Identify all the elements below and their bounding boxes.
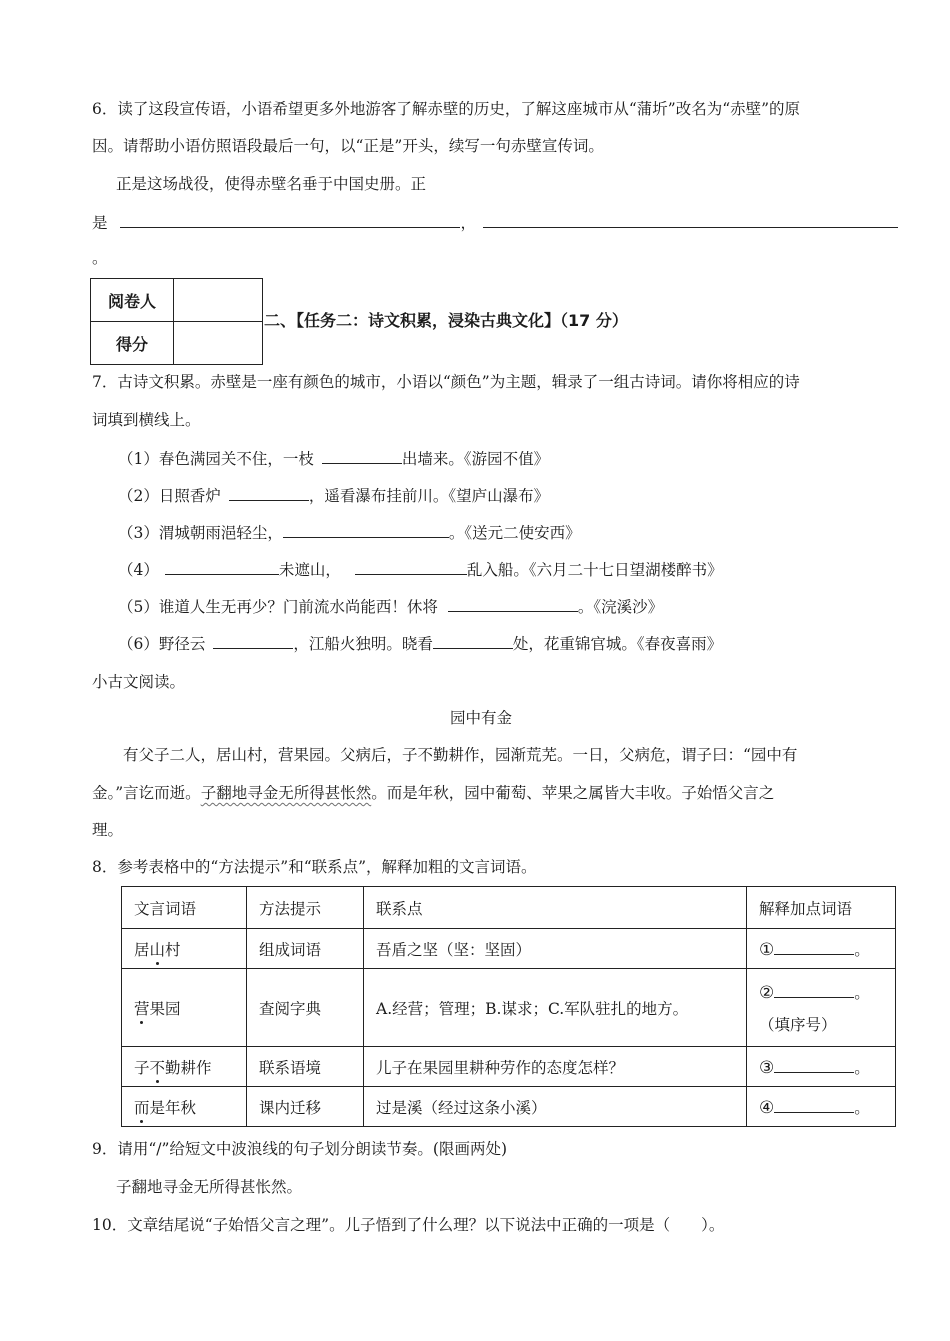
- q8-answer-end: 。: [854, 983, 870, 1002]
- q8-word-post: 村: [165, 940, 181, 959]
- q8-answer-end: 。: [854, 1058, 870, 1077]
- q8-dotted-char: 山: [149, 940, 166, 959]
- reviewer-field[interactable]: [174, 279, 263, 322]
- q9-stem: 9．请用“/”给短文中波浪线的句子划分朗读节奏。(限画两处): [92, 1140, 508, 1158]
- q7-item-3-text-b: 。《送元二使安西》: [448, 524, 581, 542]
- q7-item-6-text-c: 处，花重锦官城。《春夜喜雨》: [512, 635, 723, 653]
- q6-blank-1[interactable]: [120, 211, 460, 228]
- q7-blank-4a[interactable]: [165, 558, 279, 575]
- q8-word-post: 勤耕作: [165, 1058, 212, 1077]
- q7-blank-1[interactable]: [322, 447, 402, 464]
- q9-sentence: 子翻地寻金无所得甚怅然。: [116, 1178, 303, 1196]
- q8-header-method: 方法提示: [247, 887, 364, 929]
- q6-period: 。: [92, 249, 108, 267]
- score-label: 得分: [91, 322, 174, 365]
- q7-item-5-text-b: 。《浣溪沙》: [577, 598, 664, 616]
- passage-p1: 有父子二人，居山村，营果园。父病后，子不勤耕作，园渐荒芜。一日，父病危，谓子曰：“园中有: [123, 746, 798, 764]
- q8-word-pre: 子: [134, 1058, 150, 1077]
- q7-line2: 词填到横线上。: [92, 411, 201, 429]
- q8-link: 吾盾之坚（坚：坚固）: [364, 929, 747, 969]
- q8-answer-cell: [747, 1047, 896, 1087]
- q8-link: 过是溪（经过这条小溪）: [364, 1087, 747, 1127]
- passage-p2-a: 金。”言讫而逝。: [92, 784, 201, 802]
- wavy-sentence: 子翻地寻金无所得甚怅然: [200, 784, 372, 802]
- q8-header-link: 联系点: [364, 887, 747, 929]
- q8-word-pre: 居: [134, 940, 150, 959]
- q7-item-3-text-a: （3）渭城朝雨浥轻尘，: [118, 524, 283, 542]
- q8-dotted-char: 而: [134, 1098, 150, 1117]
- passage-p2-b: 。而是年秋，园中葡萄、苹果之属皆大丰收。子始悟父言之: [371, 784, 775, 802]
- q8-row-1: [122, 929, 896, 969]
- q7-item-2-text-b: ，遥看瀑布挂前川。《望庐山瀑布》: [308, 487, 550, 505]
- q6-answer-start: 是: [92, 214, 108, 232]
- q8-answer-num: ④: [759, 1097, 775, 1118]
- q7-item-1: [118, 447, 549, 469]
- q8-answer-num: ①: [759, 939, 775, 960]
- q6-blank-2[interactable]: [483, 211, 898, 228]
- q7-item-1-text-a: （1）春色满园关不住，一枝: [118, 450, 314, 468]
- q6-comma: ，: [460, 214, 476, 232]
- q8-word-cell: [122, 1047, 247, 1087]
- q6-answer-line: [92, 211, 898, 233]
- q8-method: 课内迁移: [247, 1087, 364, 1127]
- q6-line2: 因。请帮助小语仿照语段最后一句，以“正是”开头，续写一句赤壁宣传词。: [92, 137, 604, 155]
- q8-row-3: [122, 1047, 896, 1087]
- q8-answer-end: 。: [854, 940, 870, 959]
- q8-word-post: 果园: [149, 999, 181, 1018]
- q7-blank-4b[interactable]: [355, 558, 467, 575]
- q8-answer-cell: [747, 929, 896, 969]
- q7-item-4: [118, 558, 723, 580]
- q7-line1: 7．古诗文积累。赤壁是一座有颜色的城市，小语以“颜色”为主题，辑录了一组古诗词。请你将相应的诗: [92, 373, 800, 391]
- grader-box: [90, 278, 263, 365]
- q8-word-cell: [122, 969, 247, 1047]
- q8-stem: 8．参考表格中的“方法提示”和“联系点”，解释加粗的文言词语。: [92, 858, 537, 876]
- passage-p2: [92, 783, 774, 803]
- q10-stem: 10．文章结尾说“子始悟父言之理”。儿子悟到了什么理？以下说法中正确的一项是（ ）。: [92, 1216, 725, 1234]
- q7-blank-6b[interactable]: [433, 632, 513, 649]
- q8-word-cell: [122, 1087, 247, 1127]
- q7-item-6-text-a: （6）野径云: [118, 635, 206, 653]
- q8-answer-cell: [747, 969, 896, 1047]
- q7-blank-6a[interactable]: [213, 632, 293, 649]
- q8-header-row: [122, 887, 896, 929]
- q8-answer-blank-2[interactable]: [774, 981, 854, 998]
- q8-row-2: [122, 969, 896, 1047]
- q7-item-1-text-b: 出墙来。《游园不值》: [401, 450, 550, 468]
- reviewer-label: 阅卷人: [91, 279, 174, 322]
- q6-line1: 6．读了这段宣传语，小语希望更多外地游客了解赤壁的历史，了解这座城市从“蒲圻”改名为“赤壁”的原: [92, 100, 801, 118]
- passage-title: 园中有金: [450, 709, 513, 727]
- q7-item-2-text-a: （2）日照香炉: [118, 487, 221, 505]
- q8-method: 组成词语: [247, 929, 364, 969]
- reading-intro: 小古文阅读。: [92, 673, 186, 691]
- q8-answer-blank-1[interactable]: [774, 938, 854, 955]
- q8-table: [121, 886, 896, 1127]
- q7-item-4-text-c: 乱入船。《六月二十七日望湖楼醉书》: [466, 561, 723, 579]
- q8-answer-num: ③: [759, 1057, 775, 1078]
- q7-blank-5[interactable]: [448, 595, 578, 612]
- section2-title: 二、【任务二：诗文积累，浸染古典文化】（17 分）: [264, 311, 628, 330]
- q7-item-2: [118, 484, 549, 506]
- passage-p3: 理。: [92, 821, 124, 839]
- q7-item-3: [118, 521, 581, 543]
- q8-method: 联系语境: [247, 1047, 364, 1087]
- q8-word-cell: [122, 929, 247, 969]
- q8-dotted-char: 营: [134, 999, 150, 1018]
- q7-item-6-text-b: ，江船火独明。晓看: [293, 635, 433, 653]
- q7-item-5: [118, 595, 663, 617]
- score-field[interactable]: [174, 322, 263, 365]
- q7-item-5-text-a: （5）谁道人生无再少？门前流水尚能西！休将: [118, 598, 438, 616]
- q8-answer-num: ②: [759, 982, 775, 1003]
- q8-answer-note: （填序号）: [759, 1015, 837, 1034]
- q8-link: A.经营；管理；B.谋求；C.军队驻扎的地方。: [364, 969, 747, 1047]
- q8-method: 查阅字典: [247, 969, 364, 1047]
- q6-example: 正是这场战役，使得赤壁名垂于中国史册。正: [116, 175, 427, 193]
- q7-blank-3[interactable]: [283, 521, 449, 538]
- q8-row-4: [122, 1087, 896, 1127]
- q7-item-6: [118, 632, 722, 654]
- q8-header-word: 文言词语: [122, 887, 247, 929]
- q8-dotted-char: 不: [149, 1058, 166, 1077]
- q8-answer-cell: [747, 1087, 896, 1127]
- q8-answer-end: 。: [854, 1098, 870, 1117]
- q8-answer-blank-4[interactable]: [774, 1096, 854, 1113]
- q8-word-post: 是年秋: [149, 1098, 197, 1117]
- q7-item-4-text-b: 未遮山，: [278, 561, 341, 579]
- q8-header-answer: 解释加点词语: [747, 887, 896, 929]
- q8-answer-blank-3[interactable]: [774, 1056, 854, 1073]
- q7-item-4-text-a: （4）: [118, 561, 159, 579]
- q7-blank-2[interactable]: [229, 484, 309, 501]
- q8-link: 儿子在果园里耕种劳作的态度怎样？: [364, 1047, 747, 1087]
